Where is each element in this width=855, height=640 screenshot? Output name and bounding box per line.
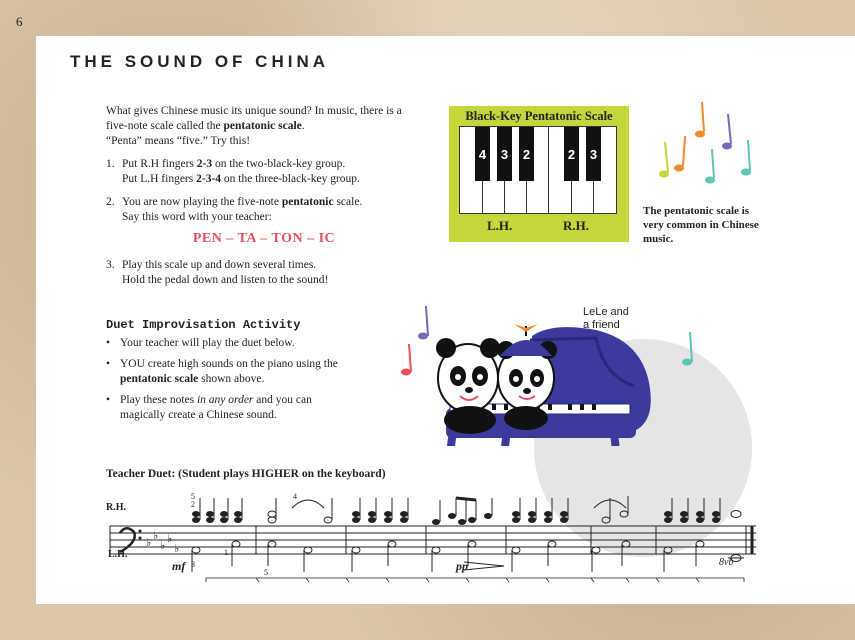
decrescendo-mark <box>464 562 504 570</box>
step-number: 1. <box>106 158 115 170</box>
fingering: 2 <box>191 500 195 509</box>
svg-text:♭: ♭ <box>153 529 159 542</box>
pentatonic-syllables: PEN – TA – TON – IC <box>192 231 336 246</box>
floating-notes-icon <box>659 102 751 184</box>
music-caption: Teacher Duet: (Student plays HIGHER on the keyboard) <box>106 468 386 480</box>
intro-bold-term: pentatonic scale <box>223 120 302 132</box>
fingering: 5 <box>264 568 268 577</box>
step-text: You are now playing the five-note <box>122 196 282 208</box>
duet-text: YOU create high sounds on the piano using the <box>120 358 338 370</box>
step-text: on the two-black-key group. <box>212 158 346 170</box>
octave-mark: 8vb <box>719 557 734 568</box>
rh-label: R.H. <box>563 218 589 233</box>
black-key: 4 <box>475 127 490 181</box>
duet-item <box>106 336 356 351</box>
svg-text:♭: ♭ <box>167 532 173 545</box>
svg-text:♭: ♭ <box>174 542 180 555</box>
svg-text:♭: ♭ <box>146 536 152 549</box>
fingering: 3 <box>191 560 195 569</box>
step-bold: pentatonic <box>281 196 334 208</box>
lh-label: L.H. <box>487 218 513 233</box>
step-text: scale. <box>333 196 363 208</box>
duet-item <box>106 393 356 423</box>
fingering: 5 <box>191 492 195 501</box>
black-key: 2 <box>564 127 579 181</box>
fingering: 4 <box>293 492 297 501</box>
duet-text: and you can magically create a Chinese sound. <box>120 394 312 421</box>
upper-voice-stems <box>200 496 720 522</box>
intro-text-b: . <box>301 120 305 132</box>
lower-voice-notes <box>192 541 744 572</box>
step-bold: 2-3 <box>196 158 213 170</box>
pedal-line <box>206 578 744 582</box>
fingering: 1 <box>224 548 228 557</box>
rh-staff-label: R.H. <box>106 502 126 513</box>
caption-line: a friend <box>583 319 620 331</box>
panda-lele-icon <box>436 338 500 434</box>
intro-text-a: What gives Chinese music its unique sound? In music, there is a five-note scale called the <box>106 105 402 132</box>
duet-list <box>106 336 356 429</box>
step-text: on the three-black-key group. <box>221 173 360 185</box>
step-number: 3. <box>106 259 115 271</box>
duet-text: Your teacher will play the duet below. <box>120 337 295 349</box>
step-text: Play this scale up and down several times. <box>122 259 317 271</box>
intro-text-c: “Penta” means “five.” Try this! <box>106 135 251 147</box>
book-page <box>36 36 855 604</box>
dynamic-pp: pp <box>456 559 468 573</box>
duet-text: Play these notes <box>120 394 197 406</box>
step-text: Hold the pedal down and listen to the sound! <box>122 274 329 286</box>
black-key: 2 <box>519 127 534 181</box>
svg-text:♭: ♭ <box>160 539 166 552</box>
page-number: 6 <box>16 14 23 29</box>
duet-heading: Duet Improvisation Activity <box>106 318 301 332</box>
lh-staff-label: L.H. <box>108 549 128 560</box>
illustration-caption <box>583 306 643 332</box>
duet-score <box>96 486 756 586</box>
step-text: Put L.H fingers <box>122 173 197 185</box>
black-key: 3 <box>586 127 601 181</box>
duet-italic: in any order <box>196 394 254 406</box>
step-text: Put R.H fingers <box>122 158 197 170</box>
pentatonic-note: The pentatonic scale is very common in Chinese music. <box>643 205 759 245</box>
duet-text: shown above. <box>198 373 265 385</box>
step-text: Say this word with your teacher: <box>122 211 272 223</box>
black-key: 3 <box>497 127 512 181</box>
duet-bold: pentatonic scale <box>120 373 199 385</box>
scale-title: Black-Key Pentatonic Scale <box>465 109 613 123</box>
panda-piano-illustration <box>356 86 776 446</box>
dynamic-mf: mf <box>172 559 186 573</box>
duet-item <box>106 357 356 387</box>
step-bold: 2-3-4 <box>196 173 222 185</box>
page-title: THE SOUND OF CHINA <box>70 52 329 71</box>
caption-line: LeLe and <box>583 306 629 318</box>
step-number: 2. <box>106 196 115 208</box>
